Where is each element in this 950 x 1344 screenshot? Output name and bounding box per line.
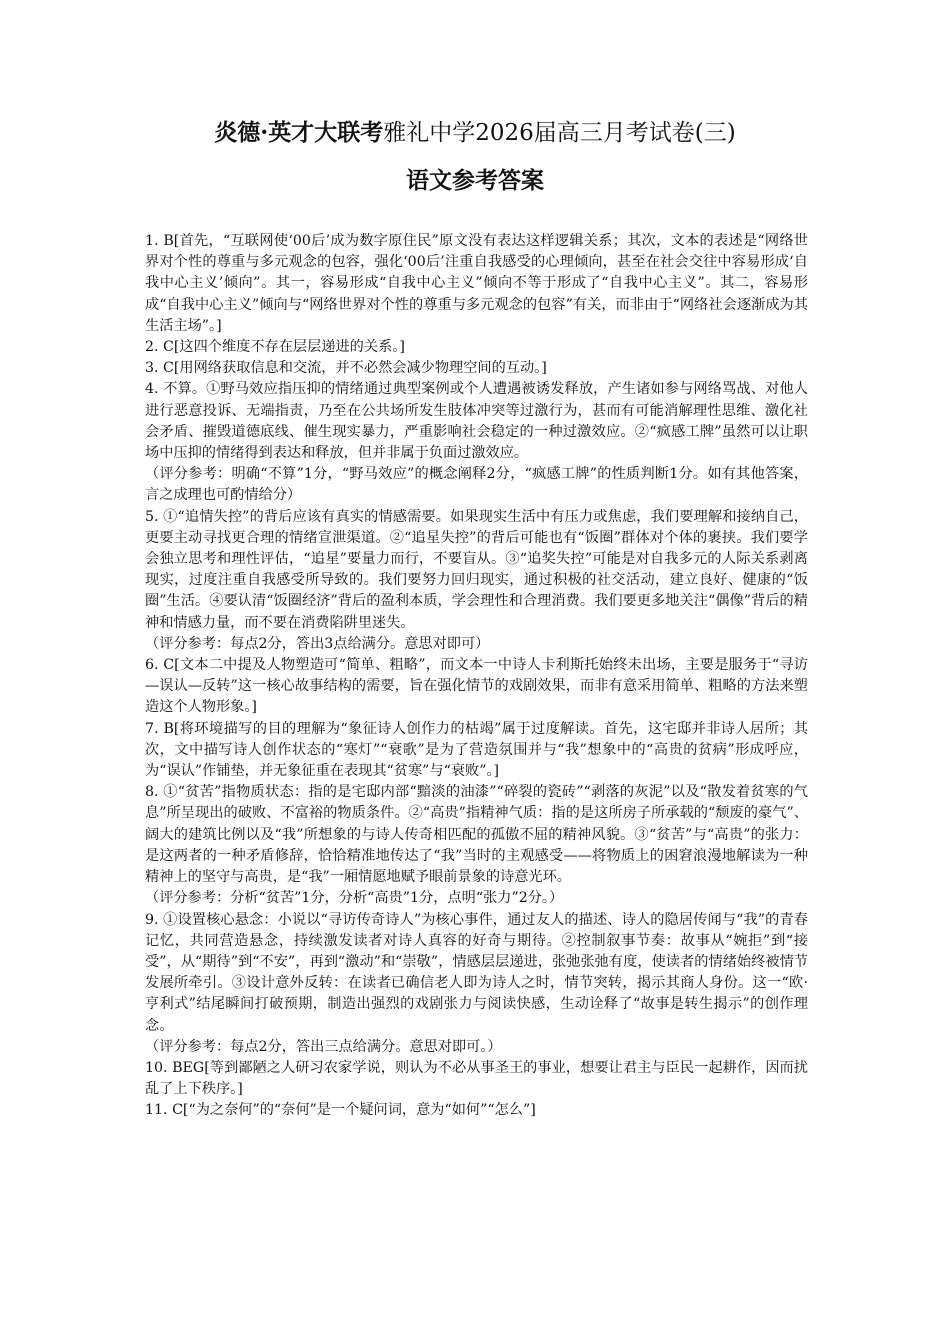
answer-item-9: 9. ①设置核心悬念：小说以“寻访传奇诗人”为核心事件，通过友人的描述、诗人的隐居传闻与“我”的青春记忆，共同营造悬念，持续激发读者对诗人真容的好奇与期待。②控制叙事节奏：故事从“婉拒”到“接受”，从“期待”到“不安”，再到“激动”和“崇敬”，情感层层递进，张弛张弛有度，使读者的情绪始终被情节发展所牵引。③设计意外反转：在读者已确信老人即为诗人之时，情节突转，揭示其商人身份。这一“欧·亨利式”结尾瞬间打破预期，制造出强烈的戏剧张力与阅读快感，生动诠释了“故事是转生揭示”的创作理念。 bbox=[145, 911, 808, 1034]
answer-item-1: 1. B[首先，“互联网使‘00后’成为数字原住民”原文没有表达这样逻辑关系；其次，文本的表述是“网络世界对个性的尊重与多元观念的包容，强化‘00后’注重自我感受的心理倾向，甚至在社会交往中容易形成‘自我中心主义’倾向”。其一，容易形成“自我中心主义”倾向不等于形成了“自我中心主义”。其二，容易形成“自我中心主义”倾向与“网络世界对个性的尊重与多元观念的包容”有关，而非由于“网络社会逐渐成为其生活主场”。] bbox=[145, 233, 808, 334]
exam-title-text: 雅礼中学2026届高三月考试卷(三) bbox=[383, 120, 736, 146]
answer-item-8: 8. ①“贫苦”指物质状态：指的是宅邸内部“黯淡的油漆”“碎裂的瓷砖”“剥落的灰泥”以及“散发着贫寒的气息”所呈现出的破败、不富裕的物质条件。②“高贵”指精神气质：指的是这所房子所承载的“颓废的豪气”、阔大的建筑比例以及“我”所想象的与诗人传奇相匹配的孤傲不屈的精神风貌。③“贫苦”与“高贵”的张力：是这两者的一种矛盾修辞，恰恰精准地传达了“我”当时的主观感受——将物质上的困窘浪漫地解读为一种精神上的坚守与高贵，是“我”一厢情愿地赋予眼前景象的诗意光环。 bbox=[145, 784, 808, 886]
scoring-note-8: （评分参考：分析“贫苦”1分，分析“高贵”1分，点明“张力”2分。） bbox=[145, 890, 564, 907]
answer-item-7: 7. B[将环境描写的目的理解为“象征诗人创作力的枯竭”属于过度解读。首先，这宅邸并非诗人居所；其次，文中描写诗人创作状态的“寒灯”“衰歌”是为了营造氛围并与“我”想象中的“高贵的贫病”形成呼应，为“误认”作铺垫，并无象征重在表现其“贫寒”与“衰败”。] bbox=[145, 720, 808, 780]
exam-title bbox=[0, 116, 950, 150]
answer-list bbox=[145, 231, 808, 1122]
answer-item-2: 2. C[这四个维度不存在层层递进的关系。] bbox=[145, 339, 405, 356]
scoring-note-5: （评分参考：每点2分，答出3点给满分。意思对即可） bbox=[145, 635, 490, 652]
answer-item-5: 5. ①“追情失控”的背后应该有真实的情感需要。如果现实生活中有压力或焦虑，我们要理解和接纳自己，更要主动寻找更合理的情绪宣泄渠道。②“追星失控”的背后可能也有“饭圈”群体对个体的裹挟。我们要学会独立思考和理性评估，“追星”要量力而行，不要盲从。③“追奖失控”可能是对自我多元的人际关系剥离现实，过度注重自我感受所导致的。我们要努力回归现实，通过积极的社交活动，建立良好、健康的“饭圈”生活。④要认清“饭圈经济”背后的盈利本质，学会理性和合理消费。我们要更多地关注“偶像”背后的精神和情感力量，而不要在消费陷阱里迷失。 bbox=[145, 508, 808, 631]
exam-brand: 炎德·英才大联考 bbox=[214, 119, 384, 146]
scoring-note-9: （评分参考：每点2分，答出三点给满分。意思对即可。） bbox=[145, 1038, 502, 1055]
answer-item-11: 11. C[“为之奈何”的“奈何”是一个疑问词，意为“如何”“怎么”] bbox=[145, 1102, 536, 1119]
answer-key-subtitle: 语文参考答案 bbox=[406, 167, 544, 194]
answer-item-3: 3. C[用网络获取信息和交流，并不必然会减少物理空间的互动。] bbox=[145, 360, 547, 377]
answer-item-6: 6. C[文本二中提及人物塑造可“简单、粗略”，而文本一中诗人卡利斯托始终未出场，主要是服务于“寻访—误认—反转”这一核心故事结构的需要，旨在强化情节的戏剧效果，而非有意采用简单、粗略的方法来塑造这个人物形象。] bbox=[145, 657, 808, 716]
answer-item-10: 10. BEG[等到鄙陋之人研习农家学说，则认为不必从事圣王的事业，想要让君主与臣民一起耕作，因而扰乱了上下秩序。] bbox=[145, 1059, 808, 1098]
answer-item-4: 4. 不算。①野马效应指压抑的情绪通过典型案例或个人遭遇被诱发释放，产生诸如参与网络骂战、对他人进行恶意投诉、无端指责，乃至在公共场所发生肢体冲突等过激行为，甚而有可能消解理性思维、激化社会矛盾、摧毁道德底线、催生现实暴力，严重影响社会稳定的一种过激效应。②“疯感工牌”虽然可以让职场中压抑的情绪得到表达和释放，但并非属于负面过激效应。 bbox=[145, 381, 808, 462]
scoring-note-4: （评分参考：明确“不算”1分，“野马效应”的概念阐释2分，“疯感工牌”的性质判断1分。如有其他答案，言之成理也可酌情给分） bbox=[145, 466, 808, 504]
